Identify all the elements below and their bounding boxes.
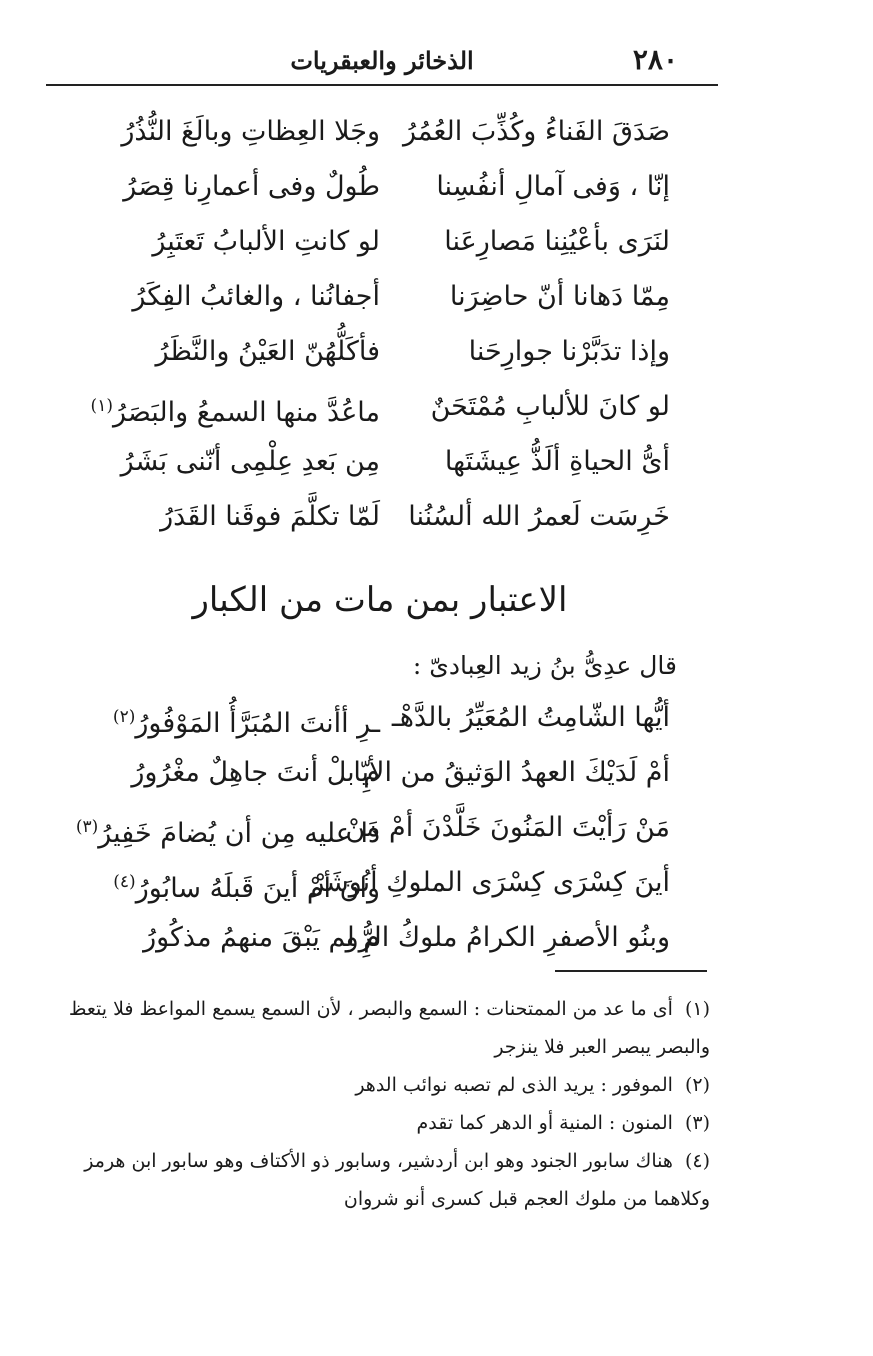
footnote-item [30,1104,710,1142]
poem-first [60,104,700,544]
verse-second-hemistich: ـرِ أأنتَ المُبَرَّأُ المَوْفُورُ$^{(٢)}$ [112,707,380,739]
footnote-text: الموفور : يريد الذى لم تصبه نوائب الدهر [355,1074,673,1096]
verse-line [60,214,700,269]
running-title: الذخائر والعبقريات [290,46,474,75]
verse-second-hemistich: وجَلا العِظاتِ وبالَغَ النُّذُرُ [121,116,380,147]
verse-line [60,104,700,159]
verse-line [60,159,700,214]
verse-first-hemistich: إنّا ، وَفى آمالِ أنفُسِنا [436,171,670,202]
verse-first-hemistich: خَرِسَت لَعمرُ الله ألسُنُنا [408,501,670,532]
footnote-marker: (١) [90,396,113,416]
poem-attribution: قال عدِىُّ بنُ زيد العِبادىّ : [412,651,677,680]
verse-second-hemistich: طُولٌ وفى أعمارِنا قِصَرُ [123,171,380,202]
verse-first-hemistich: لو كانَ للألبابِ مُمْتَحَنٌ [430,391,670,422]
verse-line [60,379,700,434]
footnote-marker: (٤) [113,872,136,892]
footnote-item [30,1066,710,1104]
verse-second-hemistich: وانَ أمْ أينَ قَبلَهُ سابُورُ$^{(٤)}$ [113,872,380,904]
verse-second-hemistich: مِ لم يَبْقَ منهمُ مذكُورُ [143,922,380,953]
verse-second-hemistich: ذا عليه مِن أن يُضامَ خَفِيرُ$^{(٣)}$ [75,817,380,849]
footnote-text: المنون : المنية أو الدهر كما تقدم [416,1112,673,1134]
verse-line [60,745,700,800]
footnote-text: أى ما عد من الممتحنات : السمع والبصر ، لأن السمع يسمع المواعظ فلا يتعظ والبصر يبصر العبر فلا ينزجر [68,998,710,1058]
verse-first-hemistich: وبنُو الأصفرِ الكرامُ ملوكُ الرُّو [345,922,670,953]
verse-first-hemistich: وإذا تدَبَّرْنا جوارِحَنا [468,336,670,367]
verse-line [60,434,700,489]
poem-second [60,690,700,965]
verse-first-hemistich: أىُّ الحياةِ ألَذُّ عِيشَتَها [444,446,670,477]
verse-first-hemistich: صَدَقَ الفَناءُ وكُذِّبَ العُمُرُ [403,116,670,147]
footnote-text: هناك سابور الجنود وهو ابن أردشير، وسابور ذو الأكتاف وهو سابور ابن هرمز وكلاهما من ملوك العجم قبل كسرى أنو شروان [84,1150,710,1210]
verse-first-hemistich: لنَرَى بأعْيُنِنا مَصارِعَنا [444,226,670,257]
verse-line [60,800,700,855]
verse-second-hemistich: لو كانتِ الألبابُ تَعتَبِرُ [152,226,380,257]
verse-second-hemistich: مِن بَعدِ عِلْمِى أنّنى بَشَرُ [120,446,380,477]
verse-first-hemistich: أمْ لَدَيْكَ العهدُ الوَثيقُ من الأيّا [353,757,670,788]
footnote-number: (٤) [684,1150,710,1172]
footnote-number: (٣) [684,1112,710,1134]
verse-line [60,489,700,544]
verse-first-hemistich: أيُّها الشّامِتُ المُعَيِّرُ بالدَّهْـ [391,702,670,733]
footnote-marker: (٢) [112,707,136,727]
footnote-marker: (٣) [75,817,99,837]
page-header [46,40,718,86]
footnote-number: (٢) [684,1074,710,1096]
verse-second-hemistich: ماعُدَّ منها السمعُ والبَصَرُ$^{(١)}$ [90,396,380,428]
verse-line [60,269,700,324]
page-number: ٢٨٠ [632,43,678,76]
verse-line [60,324,700,379]
verse-first-hemistich: مِمّا دَهانا أنّ حاضِرَنا [449,281,670,312]
footnote-number: (١) [684,998,710,1020]
verse-line [60,690,700,745]
verse-second-hemistich: لَمّا تكلَّمَ فوقَنا القَدَرُ [160,501,380,532]
verse-first-hemistich: أينَ كِسْرَى كِسْرَى الملوكِ أنُوشَرْ [311,867,670,898]
verse-line [60,855,700,910]
verse-second-hemistich: أجفانُنا ، والغائبُ الفِكَرُ [132,281,380,312]
footnote-item [30,1142,710,1218]
verse-second-hemistich: فأكَلُّهُنّ العَيْنُ والنَّظَرُ [155,336,380,367]
verse-first-hemistich: مَنْ رَأيْتَ المَنُونَ خَلَّدْنَ أمْ مَنْ [345,812,670,843]
verse-line [60,910,700,965]
verse-second-hemistich: مِ بلْ أنتَ جاهِلٌ مغْرُورُ [131,757,380,788]
footnote-divider [555,970,707,972]
footnote-item [30,990,710,1066]
section-title: الاعتبار بمن مات من الكبار [192,580,568,620]
footnotes [30,990,710,1218]
